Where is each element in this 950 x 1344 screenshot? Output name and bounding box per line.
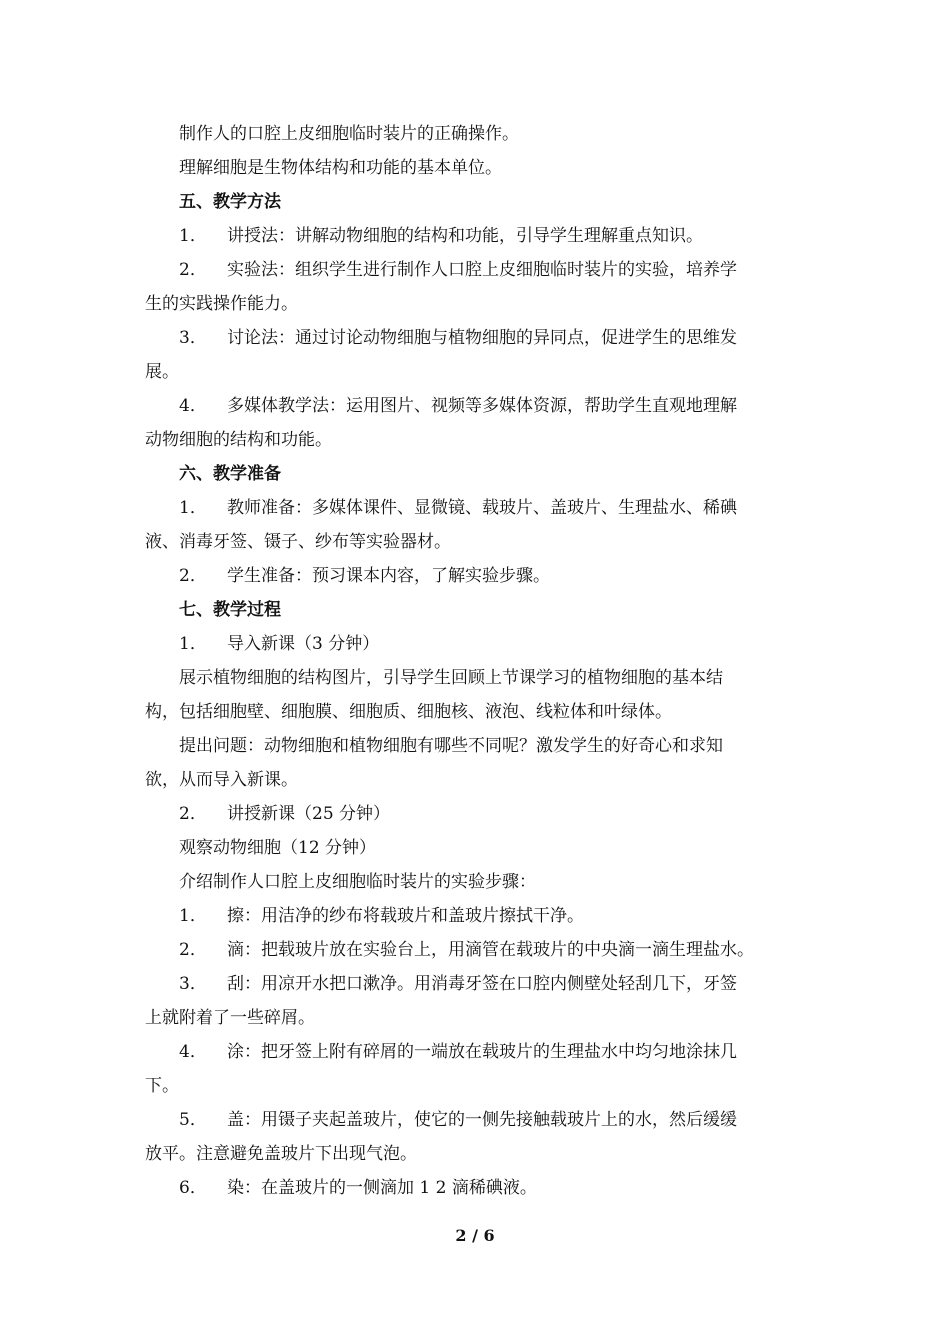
- list-item: [145, 1035, 810, 1069]
- continuation-line: 上就附着了一些碎屑。: [145, 1008, 315, 1028]
- list-item-number: 1．: [179, 226, 207, 246]
- list-item: [145, 253, 810, 287]
- list-item: [145, 933, 810, 967]
- continuation-line: 下。: [145, 1076, 179, 1096]
- list-item-text: 刮：用凉开水把口漱净。用消毒牙签在口腔内侧壁处轻刮几下，牙签: [227, 974, 737, 994]
- continuation-line: 构，包括细胞壁、细胞膜、细胞质、细胞核、液泡、线粒体和叶绿体。: [145, 702, 672, 722]
- list-item-text: 染：在盖玻片的一侧滴加 1 2 滴稀碘液。: [227, 1178, 537, 1198]
- continuation-line: 液、消毒牙签、镊子、纱布等实验器材。: [145, 532, 451, 552]
- list-item-number: 3．: [179, 328, 207, 348]
- list-item-number: 2．: [179, 804, 207, 824]
- paragraph-line: 制作人的口腔上皮细胞临时装片的正确操作。: [179, 124, 519, 144]
- paragraph-line: 提出问题：动物细胞和植物细胞有哪些不同呢？激发学生的好奇心和求知: [179, 736, 723, 756]
- list-item-number: 2．: [179, 260, 207, 280]
- list-item-number: 2．: [179, 940, 207, 960]
- list-item-text: 教师准备：多媒体课件、显微镜、载玻片、盖玻片、生理盐水、稀碘: [227, 498, 737, 518]
- list-item-text: 讨论法：通过讨论动物细胞与植物细胞的异同点，促进学生的思维发: [227, 328, 737, 348]
- list-item-number: 6．: [179, 1178, 207, 1198]
- list-item-number: 4．: [179, 1042, 207, 1062]
- section-heading-teaching-process: 七、教学过程: [179, 600, 281, 620]
- list-item-text: 盖：用镊子夹起盖玻片，使它的一侧先接触载玻片上的水，然后缓缓: [227, 1110, 737, 1130]
- list-item-number: 4．: [179, 396, 207, 416]
- list-item: [145, 389, 810, 423]
- list-item-text: 学生准备：预习课本内容，了解实验步骤。: [227, 566, 550, 586]
- list-item-number: 1．: [179, 634, 207, 654]
- list-item: [145, 967, 810, 1001]
- list-item-number: 3．: [179, 974, 207, 994]
- list-item-text: 擦：用洁净的纱布将载玻片和盖玻片擦拭干净。: [227, 906, 584, 926]
- page-number: 2 / 6: [455, 1226, 495, 1245]
- list-item: [145, 321, 810, 355]
- list-item-text: 讲授法：讲解动物细胞的结构和功能，引导学生理解重点知识。: [227, 226, 703, 246]
- list-item-text: 讲授新课（25 分钟）: [227, 804, 391, 824]
- list-item: [145, 491, 810, 525]
- list-item: [145, 1171, 810, 1205]
- paragraph-line: 介绍制作人口腔上皮细胞临时装片的实验步骤：: [179, 872, 536, 892]
- continuation-line: 展。: [145, 362, 179, 382]
- list-item: [145, 559, 810, 593]
- page-body: [145, 117, 810, 1205]
- paragraph-line: 理解细胞是生物体结构和功能的基本单位。: [179, 158, 502, 178]
- section-heading-teaching-preparation: 六、教学准备: [179, 464, 281, 484]
- continuation-line: 生的实践操作能力。: [145, 294, 298, 314]
- paragraph-line: 观察动物细胞（12 分钟）: [179, 838, 377, 858]
- list-item-text: 滴：把载玻片放在实验台上，用滴管在载玻片的中央滴一滴生理盐水。: [227, 940, 754, 960]
- section-heading-teaching-methods: 五、教学方法: [179, 192, 281, 212]
- list-item: [145, 899, 810, 933]
- continuation-line: 欲，从而导入新课。: [145, 770, 298, 790]
- list-item: [145, 627, 810, 661]
- list-item-text: 涂：把牙签上附有碎屑的一端放在载玻片的生理盐水中均匀地涂抹几: [227, 1042, 737, 1062]
- list-item-number: 1．: [179, 906, 207, 926]
- continuation-line: 动物细胞的结构和功能。: [145, 430, 332, 450]
- list-item-text: 实验法：组织学生进行制作人口腔上皮细胞临时装片的实验，培养学: [227, 260, 737, 280]
- list-item-text: 导入新课（3 分钟）: [227, 634, 380, 654]
- list-item-number: 2．: [179, 566, 207, 586]
- list-item-number: 1．: [179, 498, 207, 518]
- list-item-number: 5．: [179, 1110, 207, 1130]
- paragraph-line: 展示植物细胞的结构图片，引导学生回顾上节课学习的植物细胞的基本结: [179, 668, 723, 688]
- continuation-line: 放平。注意避免盖玻片下出现气泡。: [145, 1144, 417, 1164]
- list-item: [145, 797, 810, 831]
- list-item-text: 多媒体教学法：运用图片、视频等多媒体资源，帮助学生直观地理解: [227, 396, 737, 416]
- list-item: [145, 1103, 810, 1137]
- list-item: [145, 219, 810, 253]
